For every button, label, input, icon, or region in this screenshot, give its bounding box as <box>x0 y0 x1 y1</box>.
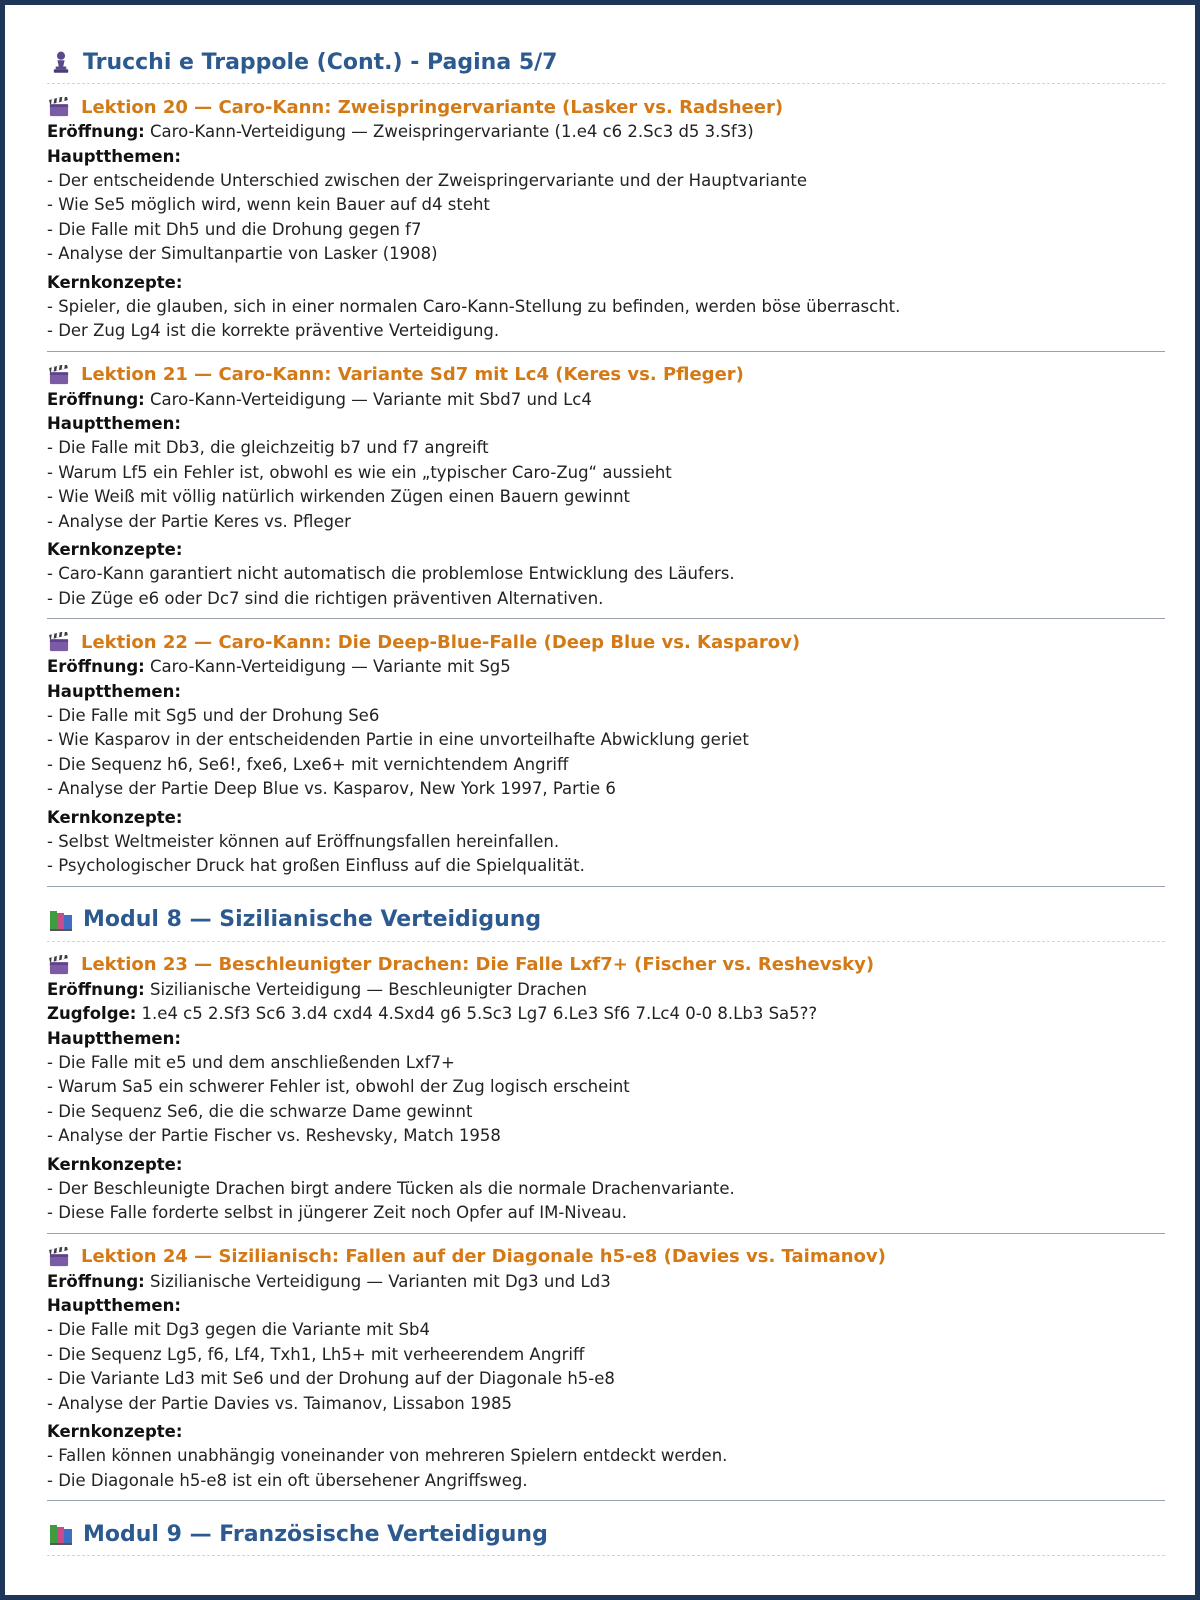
list-item: - Wie Kasparov in der entscheidenden Partie in eine unvorteilhafte Abwicklung geriet <box>47 728 1165 753</box>
clapperboard-icon <box>47 365 71 385</box>
main-themes-label: Hauptthemen: <box>47 1296 181 1315</box>
themes-list <box>47 436 1165 534</box>
list-item: - Die Sequenz Se6, die die schwarze Dame gewinnt <box>47 1100 1165 1125</box>
list-item: - Psychologischer Druck hat großen Einfluss auf die Spielqualität. <box>47 854 1165 879</box>
lesson-title <box>47 1244 1165 1270</box>
moves-value: 1.e4 c5 2.Sf3 Sc6 3.d4 cxd4 4.Sxd4 g6 5.Sc3 Lg7 6.Le3 Sf6 7.Lc4 0-0 8.Lb3 Sa5?? <box>141 1004 818 1023</box>
concepts-list <box>47 1444 1165 1493</box>
lesson-title-text: Lektion 20 — Caro-Kann: Zweispringervariante (Lasker vs. Radsheer) <box>81 96 784 118</box>
clapperboard-icon <box>47 1247 71 1267</box>
list-item: - Die Falle mit e5 und dem anschließenden Lxf7+ <box>47 1051 1165 1076</box>
books-icon <box>47 908 75 932</box>
list-item: - Der Beschleunigte Drachen birgt andere Tücken als die normale Drachenvariante. <box>47 1177 1165 1202</box>
opening-label: Eröffnung: <box>47 389 145 409</box>
list-item: - Die Sequenz h6, Se6!, fxe6, Lxe6+ mit vernichtendem Angriff <box>47 753 1165 778</box>
opening-line <box>47 655 1165 680</box>
chess-pawn-icon <box>47 50 75 74</box>
list-item: - Der entscheidende Unterschied zwischen der Zweispringervariante und der Hauptvariante <box>47 169 1165 194</box>
opening-value: Sizilianische Verteidigung — Varianten mit Dg3 und Ld3 <box>150 1271 611 1291</box>
opening-label: Eröffnung: <box>47 1271 145 1291</box>
main-themes-label: Hauptthemen: <box>47 414 181 433</box>
module-title-text: Modul 8 — Sizilianische Verteidigung <box>83 907 542 932</box>
lesson-24 <box>47 1234 1165 1502</box>
main-themes-label: Hauptthemen: <box>47 681 181 701</box>
list-item: - Analyse der Partie Fischer vs. Reshevsky, Match 1958 <box>47 1124 1165 1149</box>
list-item: - Die Falle mit Db3, die gleichzeitig b7 und f7 angreift <box>47 436 1165 461</box>
list-item: - Caro-Kann garantiert nicht automatisch die problemlose Entwicklung des Läufers. <box>47 562 1165 587</box>
list-item: - Analyse der Simultanpartie von Lasker (1908) <box>47 242 1165 267</box>
list-item: - Analyse der Partie Davies vs. Taimanov, Lissabon 1985 <box>47 1392 1165 1417</box>
concepts-list <box>47 562 1165 611</box>
lesson-22 <box>47 619 1165 887</box>
concepts-list <box>47 1177 1165 1226</box>
opening-value: Caro-Kann-Verteidigung — Variante mit Sbd7 und Lc4 <box>150 389 592 409</box>
opening-label: Eröffnung: <box>47 657 145 676</box>
page-title-text: Trucchi e Trappole (Cont.) - Pagina 5/7 <box>83 49 558 75</box>
opening-line <box>47 978 1165 1003</box>
list-item: - Die Variante Ld3 mit Se6 und der Drohung auf der Diagonale h5-e8 <box>47 1367 1165 1392</box>
list-item: - Selbst Weltmeister können auf Eröffnungsfallen hereinfallen. <box>47 830 1165 855</box>
lesson-title <box>47 362 1165 388</box>
page-title <box>47 43 1165 84</box>
lesson-title <box>47 952 1165 978</box>
books-icon <box>47 1522 75 1546</box>
opening-value: Caro-Kann-Verteidigung — Zweispringervariante (1.e4 c6 2.Sc3 d5 3.Sf3) <box>150 122 754 141</box>
lesson-20 <box>47 84 1165 352</box>
list-item: - Die Züge e6 oder Dc7 sind die richtigen präventiven Alternativen. <box>47 587 1165 612</box>
core-concepts-label: Kernkonzepte: <box>47 1422 183 1441</box>
lesson-title-text: Lektion 24 — Sizilianisch: Fallen auf der Diagonale h5-e8 (Davies vs. Taimanov) <box>81 1246 886 1267</box>
lesson-title-text: Lektion 22 — Caro-Kann: Die Deep-Blue-Falle (Deep Blue vs. Kasparov) <box>81 631 801 653</box>
opening-label: Eröffnung: <box>47 979 145 999</box>
core-concepts-label: Kernkonzepte: <box>47 1154 183 1174</box>
main-themes-label: Hauptthemen: <box>47 146 181 166</box>
lesson-23 <box>47 942 1165 1234</box>
lesson-21 <box>47 352 1165 620</box>
core-concepts-label: Kernkonzepte: <box>47 272 183 292</box>
opening-line <box>47 388 1165 413</box>
core-concepts-label: Kernkonzepte: <box>47 807 183 827</box>
list-item: - Die Sequenz Lg5, f6, Lf4, Txh1, Lh5+ mit verheerendem Angriff <box>47 1343 1165 1368</box>
module-9-heading <box>47 1515 1165 1556</box>
moves-label: Zugfolge: <box>47 1004 137 1023</box>
opening-label: Eröffnung: <box>47 122 145 141</box>
page-frame <box>5 5 1195 1595</box>
list-item: - Der Zug Lg4 ist die korrekte präventive Verteidigung. <box>47 319 1165 344</box>
themes-list <box>47 1051 1165 1149</box>
clapperboard-icon <box>47 97 71 117</box>
list-item: - Die Falle mit Dg3 gegen die Variante mit Sb4 <box>47 1318 1165 1343</box>
list-item: - Wie Se5 möglich wird, wenn kein Bauer auf d4 steht <box>47 193 1165 218</box>
themes-list <box>47 1318 1165 1416</box>
list-item: - Warum Lf5 ein Fehler ist, obwohl es wie ein „typischer Caro-Zug“ aussieht <box>47 461 1165 486</box>
themes-list <box>47 704 1165 802</box>
concepts-list <box>47 830 1165 879</box>
opening-value: Caro-Kann-Verteidigung — Variante mit Sg5 <box>150 657 511 676</box>
lesson-title-text: Lektion 23 — Beschleunigter Drachen: Die Falle Lxf7+ (Fischer vs. Reshevsky) <box>81 954 875 975</box>
clapperboard-icon <box>47 955 71 975</box>
opening-value: Sizilianische Verteidigung — Beschleunigter Drachen <box>150 979 587 999</box>
lesson-title <box>47 94 1165 120</box>
list-item: - Spieler, die glauben, sich in einer normalen Caro-Kann-Stellung zu befinden, werden böse überrascht. <box>47 295 1165 320</box>
list-item: - Wie Weiß mit völlig natürlich wirkenden Zügen einen Bauern gewinnt <box>47 485 1165 510</box>
module-8-heading <box>47 901 1165 942</box>
themes-list <box>47 169 1165 267</box>
list-item: - Warum Sa5 ein schwerer Fehler ist, obwohl der Zug logisch erscheint <box>47 1075 1165 1100</box>
opening-line <box>47 1270 1165 1295</box>
core-concepts-label: Kernkonzepte: <box>47 540 183 559</box>
clapperboard-icon <box>47 632 71 652</box>
lesson-title-text: Lektion 21 — Caro-Kann: Variante Sd7 mit Lc4 (Keres vs. Pfleger) <box>81 364 744 385</box>
list-item: - Diese Falle forderte selbst in jüngerer Zeit noch Opfer auf IM-Niveau. <box>47 1201 1165 1226</box>
list-item: - Analyse der Partie Deep Blue vs. Kasparov, New York 1997, Partie 6 <box>47 777 1165 802</box>
list-item: - Die Diagonale h5-e8 ist ein oft übersehener Angriffsweg. <box>47 1469 1165 1494</box>
moves-line <box>47 1002 1165 1027</box>
list-item: - Fallen können unabhängig voneinander von mehreren Spielern entdeckt werden. <box>47 1444 1165 1469</box>
concepts-list <box>47 295 1165 344</box>
list-item: - Analyse der Partie Keres vs. Pfleger <box>47 510 1165 535</box>
content <box>47 43 1165 1556</box>
main-themes-label: Hauptthemen: <box>47 1028 181 1048</box>
list-item: - Die Falle mit Dh5 und die Drohung gegen f7 <box>47 218 1165 243</box>
opening-line <box>47 120 1165 145</box>
lesson-title <box>47 629 1165 655</box>
list-item: - Die Falle mit Sg5 und der Drohung Se6 <box>47 704 1165 729</box>
module-title-text: Modul 9 — Französische Verteidigung <box>83 1521 548 1547</box>
